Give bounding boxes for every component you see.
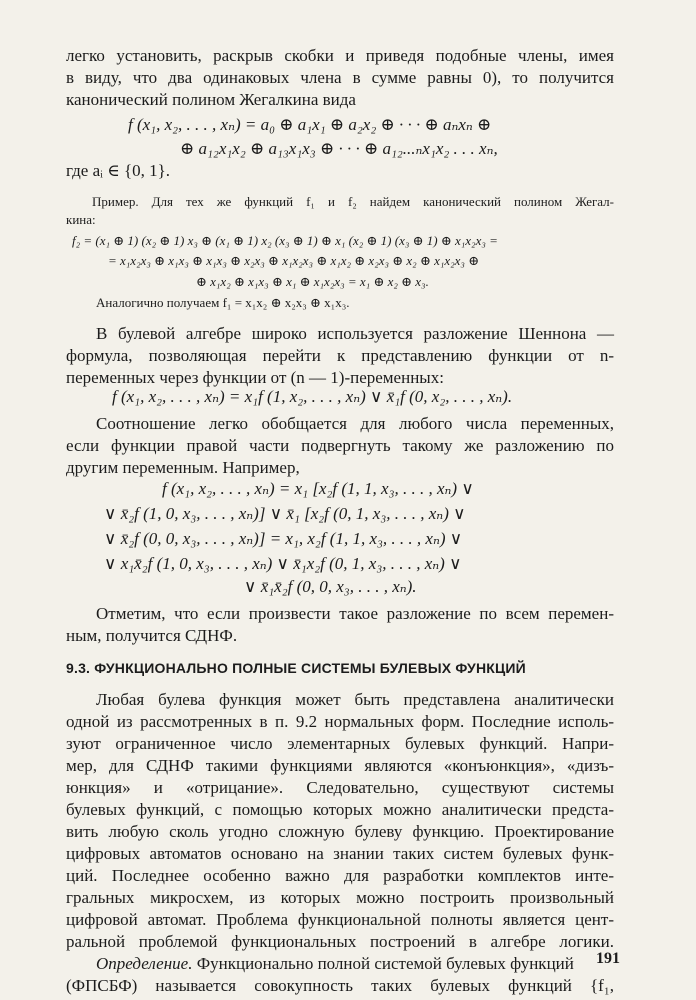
paragraph-5-line-10: гральных микросхем, из которых можно построить произвольный — [66, 888, 614, 907]
expansion-formula-line-2: ∨ x̄₂f (1, 0, x₃, . . . , xₙ)] ∨ x̄₁ [x₂f (0, 1, x₃, . . . , xₙ) ∨ — [104, 504, 466, 523]
paragraph-5-line-7: вить любую сколь угодно сложную булеву функцию. Проектирование — [66, 822, 614, 841]
zhegalkin-formula-line-2: ⊕ a₁₂x₁x₂ ⊕ a₁₃x₁x₃ ⊕ · · · ⊕ a₁₂...ₙx₁x₂ . . . xₙ, — [180, 139, 498, 158]
paragraph-6-line-1 — [96, 953, 614, 975]
zhegalkin-formula-line-1: f (x₁, x₂, . . . , xₙ) = a₀ ⊕ a₁x₁ ⊕ a₂x₂ ⊕ · · · ⊕ aₙxₙ ⊕ — [128, 115, 492, 134]
paragraph-2-line-3: переменных через функции от (n — 1)-переменных: — [66, 368, 444, 387]
paragraph-4-line-1: Отметим, что если произвести такое разложение по всем перемен- — [96, 604, 614, 623]
paragraph-5-line-6: булевых функций, с помощью которых можно аналитически предста- — [66, 800, 614, 819]
definition-text: Функционально полной системой булевых функций — [192, 954, 574, 973]
paragraph-2-line-2: формула, позволяющая перейти к представлению функции от n- — [66, 346, 614, 365]
section-heading: 9.3. ФУНКЦИОНАЛЬНО ПОЛНЫЕ СИСТЕМЫ БУЛЕВЫХ ФУНКЦИЙ — [66, 660, 526, 676]
paragraph-3-line-3: другим переменным. Например, — [66, 458, 300, 477]
expansion-formula-line-1: f (x₁, x₂, . . . , xₙ) = x₁ [x₂f (1, 1, x₃, . . . , xₙ) ∨ — [162, 479, 474, 498]
paragraph-5-line-2: одной из рассмотренных в п. 9.2 нормальных форм. Последние исполь- — [66, 712, 614, 731]
paragraph-4-line-2: ным, получится СДНФ. — [66, 626, 238, 645]
shannon-formula: f (x₁, x₂, . . . , xₙ) = x₁f (1, x₂, . . . , xₙ) ∨ x̄₁f (0, x₂, . . . , xₙ). — [112, 387, 513, 406]
definition-term: Определение. — [96, 954, 193, 973]
zhegalkin-coefficient-condition: где aᵢ ∈ {0, 1}. — [66, 161, 171, 180]
example-formula-line-1: f₂ = (x₁ ⊕ 1) (x₂ ⊕ 1) x₃ ⊕ (x₁ ⊕ 1) x₂ (x₃ ⊕ 1) ⊕ x₁ (x₂ ⊕ 1) (x₃ ⊕ 1) ⊕ x₁x₂x₃ = — [72, 233, 498, 248]
example-formula-line-2: = x₁x₂x₃ ⊕ x₁x₃ ⊕ x₁x₃ ⊕ x₂x₃ ⊕ x₁x₂x₃ ⊕ x₁x₂ ⊕ x₂x₃ ⊕ x₂ ⊕ x₁x₂x₃ ⊕ — [108, 253, 480, 268]
paragraph-5-line-5: юнкция» и «отрицание». Следовательно, существуют системы — [66, 778, 614, 797]
paragraph-1-line-3: канонический полином Жегалкина вида — [66, 90, 356, 109]
paragraph-5-line-12: ральной проблемой функциональных построений в алгебре логики. — [66, 932, 614, 951]
paragraph-5-line-11: цифровой автомат. Проблема функциональной полноты является цент- — [66, 910, 614, 929]
paragraph-3-line-1: Соотношение легко обобщается для любого числа переменных, — [96, 414, 614, 433]
paragraph-3-line-2: если функции правой части подвергнуть такому же разложению по — [66, 436, 614, 455]
example-line-2: кина: — [66, 212, 96, 227]
paragraph-1-line-1: легко установить, раскрыв скобки и приведя подобные члены, имея — [66, 46, 614, 65]
expansion-formula-line-5: ∨ x̄₁x̄₂f (0, 0, x₃, . . . , xₙ). — [244, 577, 417, 596]
paragraph-2-line-1: В булевой алгебре широко используется разложение Шеннона — — [96, 324, 614, 343]
paragraph-5-line-9: ций. Последнее особенно важно для разработки комплектов инте- — [66, 866, 614, 885]
paragraph-1-line-2: в виду, что два одинаковых члена в сумме равны 0), то получится — [66, 68, 614, 87]
expansion-formula-line-3: ∨ x̄₂f (0, 0, x₃, . . . , xₙ)] = x₁, x₂f (1, 1, x₃, . . . , xₙ) ∨ — [104, 529, 463, 548]
example-line-1: Пример. Для тех же функций f₁ и f₂ найдем канонический полином Жегал- — [92, 194, 614, 209]
paragraph-6-line-2: (ФПСБФ) называется совокупность таких булевых функций {f₁, — [66, 976, 614, 995]
page-number: 191 — [596, 950, 620, 967]
paragraph-5-line-8: цифровых автоматов основано на знании таких систем булевых функ- — [66, 844, 614, 863]
example-formula-line-3: ⊕ x₁x₂ ⊕ x₁x₃ ⊕ x₁ ⊕ x₁x₂x₃ = x₁ ⊕ x₂ ⊕ x₃. — [196, 274, 429, 289]
paragraph-5-line-4: мер, для СДНФ такими функциями являются «конъюнкция», «дизъ- — [66, 756, 614, 775]
paragraph-5-line-3: зуют ограниченное число элементарных булевых функций. Напри- — [66, 734, 614, 753]
expansion-formula-line-4: ∨ x₁x̄₂f (1, 0, x₃, . . . , xₙ) ∨ x̄₁x₂f (0, 1, x₃, . . . , xₙ) ∨ — [104, 554, 462, 573]
paragraph-5-line-1: Любая булева функция может быть представлена аналитически — [96, 690, 614, 709]
example-result-f1: Аналогично получаем f₁ = x₁x₂ ⊕ x₂x₃ ⊕ x₁x₃. — [96, 295, 350, 310]
